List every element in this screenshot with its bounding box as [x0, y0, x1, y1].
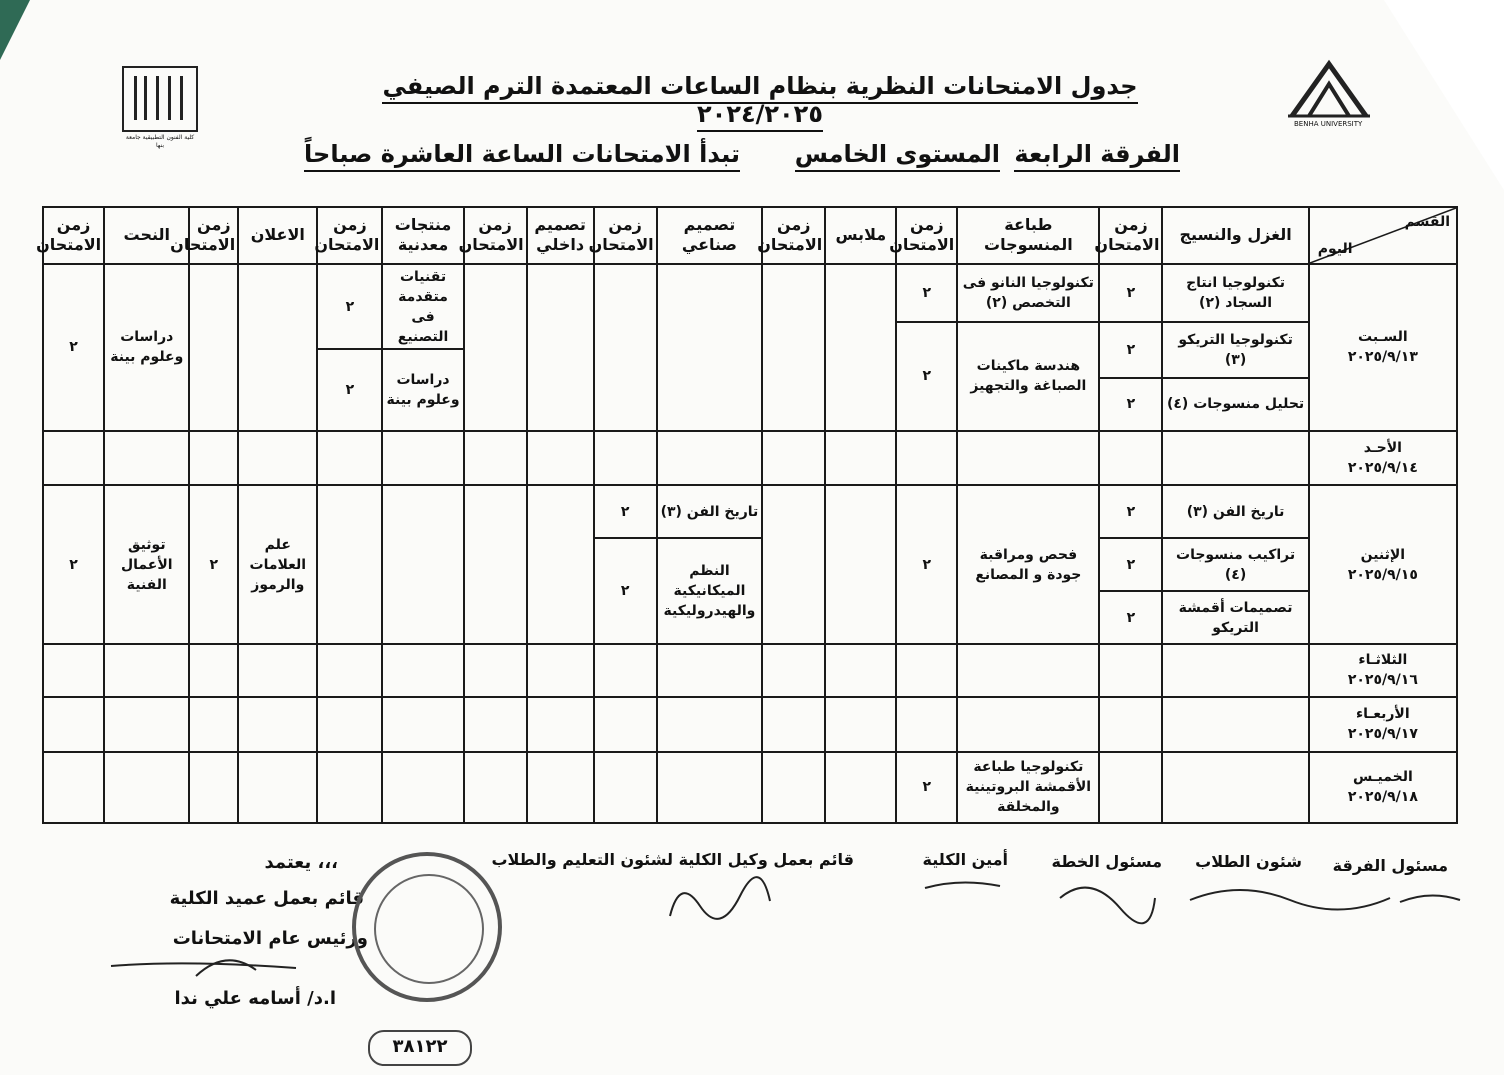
- exam-time-header: زمن الامتحان: [762, 207, 825, 264]
- exam-time-cell: ٢: [896, 322, 957, 431]
- day-date: ٢٠٢٥/٩/١٣: [1347, 349, 1418, 366]
- day-cell-tuesday: [1309, 644, 1457, 697]
- day-name: الخميـس: [1352, 769, 1413, 786]
- exam-time-cell: ٢: [1099, 538, 1162, 591]
- sig-vice-dean: قائم بعمل وكيل الكلية لشئون التعليم والطلاب: [491, 850, 854, 869]
- day-name: الأربعـاء: [1356, 706, 1410, 723]
- day-date: ٢٠٢٥/٩/١٦: [1347, 672, 1418, 689]
- day-name: السـبت: [1358, 329, 1408, 346]
- subject-cell: تراكيب منسوجات (٤): [1162, 538, 1308, 591]
- faculty-logo-mark-icon: [122, 66, 198, 132]
- dept-header-interior: تصميم داخلي: [527, 207, 594, 264]
- exam-time-header: زمن الامتحان: [1099, 207, 1162, 264]
- empty-cell: [527, 264, 594, 431]
- sig-class-officer: مسئول الفرقة: [1332, 856, 1448, 875]
- corner-header: [1309, 207, 1457, 264]
- subject-cell: تقنيات متقدمة فى التصنيع: [382, 264, 463, 349]
- table-row-tuesday: [43, 644, 1457, 697]
- page-title-text: جدول الامتحانات النظرية بنظام الساعات المعتمدة الترم الصيفي ٢٠٢٤/٢٠٢٥: [382, 72, 1137, 132]
- day-cell-saturday: [1309, 264, 1457, 431]
- subject-cell: تاريخ الفن (٣): [657, 485, 763, 538]
- level-label: المستوى الخامس: [795, 140, 1000, 172]
- handwritten-signatures-right: [1180, 870, 1480, 930]
- empty-cell: [382, 485, 463, 644]
- university-seal-icon: [352, 852, 502, 1002]
- dept-header-advertising: الاعلان: [238, 207, 317, 264]
- empty-cell: [189, 264, 238, 431]
- corner-dept: القسم: [1404, 214, 1450, 230]
- table-row-sunday: [43, 431, 1457, 486]
- empty-cell: [317, 485, 382, 644]
- handwritten-signatures-middle: [920, 868, 1160, 928]
- dept-header-industrial: تصميم صناعي: [657, 207, 763, 264]
- exam-time-cell: ٢: [896, 264, 957, 322]
- page-title: [345, 72, 1175, 128]
- table-row-saturday-1: [43, 264, 1457, 321]
- subject-cell: فحص ومراقبة جودة و المصانع: [957, 485, 1099, 644]
- exam-time-cell: ٢: [43, 485, 104, 644]
- sig-student-affairs: شئون الطلاب: [1195, 852, 1302, 871]
- exam-time-header: زمن الامتحان: [896, 207, 957, 264]
- approved-label: يعتمد ،،،: [264, 852, 338, 873]
- exam-time-header: زمن الامتحان: [594, 207, 657, 264]
- exam-time-cell: ٢: [1099, 591, 1162, 644]
- exam-time-header: زمن الامتحان: [317, 207, 382, 264]
- subject-cell: علم العلامات والرموز: [238, 485, 317, 644]
- day-cell-wednesday: [1309, 697, 1457, 752]
- handwritten-signature-dean: [106, 948, 306, 982]
- exam-time-cell: ٢: [896, 752, 957, 823]
- table-row-thursday: [43, 752, 1457, 823]
- empty-cell: [464, 485, 527, 644]
- subject-cell: هندسة ماكينات الصباغة والتجهيز: [957, 322, 1099, 431]
- exam-time-cell: ٢: [896, 485, 957, 644]
- exam-time-cell: ٢: [594, 538, 657, 644]
- exam-time-cell: ٢: [317, 349, 382, 430]
- exam-time-cell: ٢: [1099, 322, 1162, 378]
- subject-cell: دراسات وعلوم بينة: [382, 349, 463, 430]
- subject-cell: توثيق الأعمال الفنية: [104, 485, 189, 644]
- dean-name: ا.د/ أسامه علي ندا: [174, 988, 336, 1009]
- day-name: الثلاثـاء: [1358, 652, 1408, 669]
- empty-cell: [825, 485, 896, 644]
- day-cell-sunday: [1309, 431, 1457, 486]
- exam-schedule-table: [36, 206, 1458, 824]
- day-name: الإثنين: [1360, 546, 1406, 563]
- subject-cell: دراسات وعلوم بينة: [104, 264, 189, 431]
- empty-cell: [762, 485, 825, 644]
- university-logo-caption: BENHA UNIVERSITY: [1294, 120, 1363, 128]
- stamp-number: ٣٨١٢٢: [368, 1030, 472, 1066]
- exam-head-title: ورئيس عام الامتحانات: [172, 928, 368, 949]
- faculty-logo-caption: كلية الفنون التطبيقية جامعة بنها: [125, 134, 195, 149]
- subject-cell: تاريخ الفن (٣): [1162, 485, 1308, 538]
- table-row-monday-1: [43, 485, 1457, 538]
- dept-header-metal: منتجات معدنية: [382, 207, 463, 264]
- handwritten-signature-vice-dean: [660, 876, 780, 926]
- exam-time-header: زمن الامتحان: [189, 207, 238, 264]
- dept-header-clothing: ملابس: [825, 207, 896, 264]
- corner-day: اليوم: [1317, 240, 1353, 257]
- subject-cell: تكنولوجيا التريكو (٣): [1162, 322, 1308, 378]
- exam-time-cell: ٢: [317, 264, 382, 349]
- dept-header-weaving: الغزل والنسيج: [1162, 207, 1308, 264]
- day-date: ٢٠٢٥/٩/١٤: [1347, 460, 1418, 477]
- sig-plan-officer: مسئول الخطة: [1051, 852, 1162, 871]
- empty-cell: [657, 264, 763, 431]
- subject-cell: تصميمات أقمشة التريكو: [1162, 591, 1308, 644]
- exam-time-header: زمن الامتحان: [464, 207, 527, 264]
- subject-cell: تكنولوجيا طباعة الأقمشة البروتينية والمخلقة: [957, 752, 1099, 823]
- header-row: [43, 207, 1457, 264]
- empty-cell: [238, 264, 317, 431]
- exam-time-header: زمن الامتحان: [43, 207, 104, 264]
- day-cell-monday: [1309, 485, 1457, 644]
- day-date: ٢٠٢٥/٩/١٥: [1347, 566, 1418, 583]
- exam-time-cell: ٢: [1099, 264, 1162, 322]
- subtitle-line: [304, 140, 1180, 180]
- subject-cell: تكنولوجيا النانو فى التخصص (٢): [957, 264, 1099, 322]
- subject-cell: النظم الميكانيكية والهيدروليكية: [657, 538, 763, 644]
- subject-cell: تحليل منسوجات (٤): [1162, 378, 1308, 431]
- dept-header-sculpture: النحت: [104, 207, 189, 264]
- scan-corner-shadow: [0, 0, 30, 60]
- empty-cell: [527, 485, 594, 644]
- empty-cell: [825, 264, 896, 431]
- exam-time-cell: ٢: [1099, 378, 1162, 431]
- faculty-logo: [122, 66, 198, 148]
- day-name: الأحـد: [1363, 440, 1402, 457]
- sig-college-secretary: أمين الكلية: [922, 850, 1008, 869]
- university-logo-icon: [1284, 58, 1374, 118]
- exam-time-cell: ٢: [43, 264, 104, 431]
- day-cell-thursday: [1309, 752, 1457, 823]
- empty-cell: [762, 264, 825, 431]
- start-time-label: تبدأ الامتحانات الساعة العاشرة صباحاً: [304, 140, 740, 172]
- group-label: الفرقة الرابعة: [1014, 140, 1180, 172]
- day-date: ٢٠٢٥/٩/١٧: [1347, 726, 1418, 743]
- dean-title: قائم بعمل عميد الكلية: [169, 888, 364, 909]
- empty-cell: [594, 264, 657, 431]
- scan-folded-corner: [1384, 0, 1504, 190]
- exam-time-cell: ٢: [189, 485, 238, 644]
- exam-time-cell: ٢: [1099, 485, 1162, 538]
- day-date: ٢٠٢٥/٩/١٨: [1347, 789, 1418, 806]
- exam-time-cell: ٢: [594, 485, 657, 538]
- subject-cell: تكنولوجيا انتاج السجاد (٢): [1162, 264, 1308, 322]
- university-logo: [1284, 58, 1374, 128]
- dept-header-printing: طباعة المنسوجات: [957, 207, 1099, 264]
- empty-cell: [464, 264, 527, 431]
- table-row-wednesday: [43, 697, 1457, 752]
